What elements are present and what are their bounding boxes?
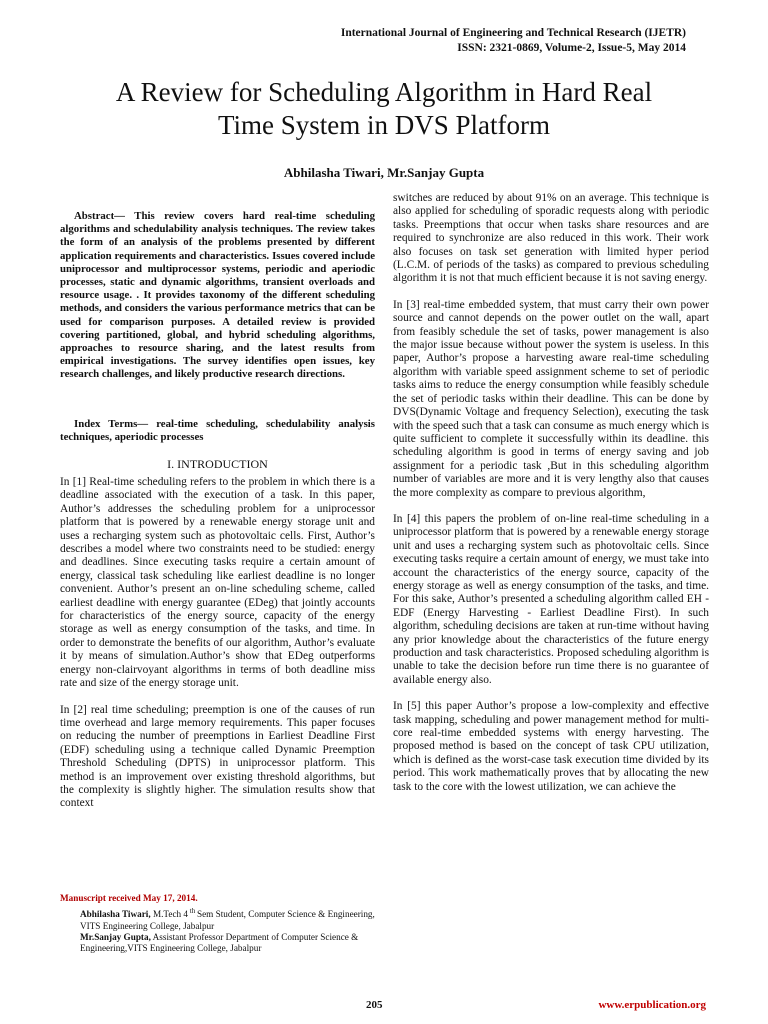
author-2-affiliation: Assistant Professor Department of Computer Science & Engineering,VITS Engineering College, Jabalpur (80, 931, 359, 954)
title-line-1: A Review for Scheduling Algorithm in Hard Real (115, 77, 653, 107)
intro-paragraph-1: In [1] Real-time scheduling refers to the problem in which there is a deadline associated with the execution of a task. In this paper, Author’s addresses the scheduling problem for a uniprocessor platform that is powered by a renewable energy storage unit and uses a recharging system such as photovoltaic cells. First, Author’s describes a model where two constraints need to be studied: energy and deadlines. Since executing tasks require a certain amount of energy, classical task scheduling like earliest deadline is no longer convenient. Author’s present an on-line scheduling scheme, called earliest deadline with energy guarantee (EDeg) that jointly accounts for characteristics of the energy source, capacity of the energy storage as well as energy consumption of the tasks, and time. In order to demonstrate the benefits of our algorithm, Author’s evaluate it by means of simulation.Author’s show that EDeg outperforms energy non-clairvoyant algorithms in terms of both deadline miss rate and size of the energy storage unit. (60, 476, 375, 690)
publisher-website[interactable]: www.erpublication.org (598, 999, 706, 1011)
author-1-name: Abhilasha Tiwari, (80, 909, 151, 920)
intro-paragraph-2: In [2] real time scheduling; preemption is one of the causes of run time overhead and large memory requirements. This paper focuses on reducing the number of preemptions in Earliest Deadline First (EDF) scheduling using a technique called Dynamic Preemption Threshold Scheduling (DPTS) in uniprocessor platform. This method is an improvement over existing threshold algorithms, but the complexity is slightly higher. The simulation results show that context (60, 703, 375, 810)
journal-issn: ISSN: 2321-0869, Volume-2, Issue-5, May 2014 (457, 42, 686, 54)
footnote-author-1 (60, 906, 378, 932)
right-paragraph-4: In [5] this paper Author’s propose a low-complexity and effective task mapping, scheduling and power management method for multi-core real-time embedded systems with energy harvesting. The proposed method is based on the concept of task CPU utilization, which is defined as the worst-case task execution time divided by its period. This work mathematically proves that by allocating the new task to the core with the lowest utilization, we can achieve the (393, 700, 709, 793)
footnote-block (60, 893, 378, 955)
section-heading: I. INTRODUCTION (167, 457, 268, 471)
index-terms-block (60, 418, 375, 444)
manuscript-received: Manuscript received May 17, 2014. (60, 893, 198, 903)
journal-name: International Journal of Engineering and Technical Research (IJETR) (340, 27, 686, 39)
author-2-name: Mr.Sanjay Gupta, (80, 931, 151, 942)
right-column-body (393, 192, 709, 794)
abstract-block (60, 210, 375, 382)
paper-authors: Abhilasha Tiwari, Mr.Sanjay Gupta (283, 165, 485, 180)
abstract-text: Abstract— This review covers hard real-time scheduling algorithms and schedulability analysis techniques. The review takes the form of an analysis of the problems presented by different application requirements and characteristics. Issues covered include uniprocessor and multiprocessor systems, periodic and aperiodic processes, static and dynamic algorithms, transient overloads and resource usage. . It provides taxonomy of the different scheduling methods, and considers the various performance metrics that can be used for comparison purposes. A detailed review is provided covering partitioned, global, and hybrid scheduling algorithms, approaches to resource sharing, and the latest results from empirical investigations. The survey identifies open issues, key research challenges, and likely productive research directions. (60, 210, 375, 381)
paper-title (40, 76, 728, 142)
author-1-affiliation: Sem Student, Computer Science & Engineering, VITS Engineering College, Jabalpur (80, 909, 375, 931)
journal-header (341, 26, 686, 56)
right-paragraph-3: In [4] this papers the problem of on-line real-time scheduling in a uniprocessor platform that is powered by a renewable energy storage unit and uses a recharging system such as photovoltaic cells. Since executing tasks require a certain amount of energy, we must take into account the characteristics of the energy source, capacity of the energy storage as well as energy consumption of the tasks, and time. For this sake, Author’s presented a scheduling algorithm called EH - EDF (Energy Harvesting - Earliest Deadline First). In such algorithm, scheduling decisions are taken at run-time without having any prior knowledge about the characteristics of the future energy production and task characteristics. Proposed scheduling algorithm is unable to take the decision before run time there is no guarantee of available energy also. (393, 512, 709, 686)
right-paragraph-1: switches are reduced by about 91% on an average. This technique is also applied for scheduling of sporadic requests along with periodic tasks. Preemptions that occur when tasks share resources and are required to synchronize are also reduced in this work. Their work also focuses on task set generation with limited hyper period (L.C.M. of periods of the tasks) as compared to previous scheduling algorithm it is not that much efficient because it is not saving energy. (393, 192, 709, 285)
right-paragraph-2: In [3] real-time embedded system, that must carry their own power source and cannot depends on the power outlet on the wall, apart from feasibly schedule the set of tasks, power management is also the major issue because without power the system is useless. In this paper, Author’s propose a harvesting aware real-time scheduling algorithm with variable speed assignment scheme to set of periodic tasks aims to reduce the energy consumption while feasibly schedule the set of periodic tasks within their deadline. This can be done by DVS(Dynamic Voltage and frequency Selection), executing the task with the speed such that a task can consume as much energy which is quite sufficient to complete it successfully within its deadline. this scheduling algorithm is good in terms of energy saving and job assignment for a periodic task ,But in this scheduling algorithm number of variables are more and it is very lengthy also that causes the more complexity as compare to previous algorithm, (393, 298, 709, 499)
introduction-body (60, 476, 375, 811)
title-line-2: Time System in DVS Platform (217, 110, 551, 140)
author-1-superscript: th (188, 907, 197, 916)
page-number: 205 (366, 999, 383, 1011)
author-1-degree: M.Tech 4 (150, 909, 189, 920)
index-terms-text: Index Terms— real-time scheduling, schedulability analysis techniques, aperiodic processes (60, 418, 375, 444)
footnote-author-2 (60, 932, 378, 955)
